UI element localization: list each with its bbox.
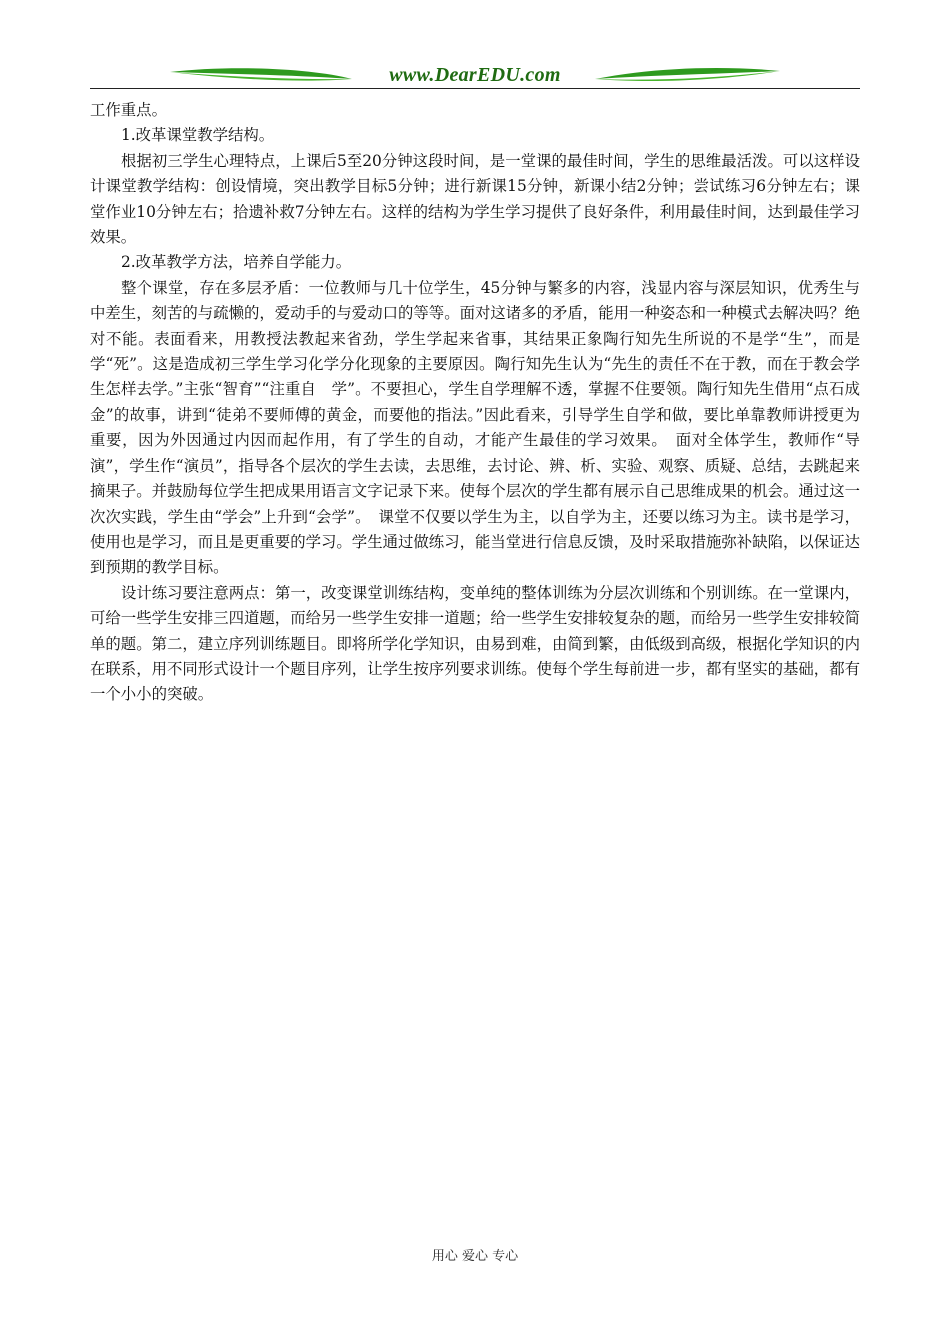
paragraph: 1.改革课堂教学结构。 (121, 126, 275, 145)
paragraph: 2.改革教学方法，培养自学能力。 (121, 253, 352, 272)
paragraph: 设计练习要注意两点：第一，改变课堂训练结构，变单纯的整体训练为分层次训练和个别训练。在一堂课内，可给一些学生安排三四道题，而给另一些学生安排一道题；给一些学生安排较复杂的题，而给另一些学生安排较简单的题。第二，建立序列训练题目。即将所学化学知识，由易到难，由简到繁，由低级到高级，根据化学知识的内在联系，用不同形式设计一个题目序列，让学生按序列要求训练。使每个学生每前进一步，都有坚实的基础，都有一个小小的突破。 (90, 583, 860, 704)
paragraph: 整个课堂，存在多层矛盾：一位教师与几十位学生，45分钟与繁多的内容，浅显内容与深层知识，优秀生与中差生，刻苦的与疏懒的，爱动手的与爱动口的等等。面对这诸多的矛盾，能用一种姿态和一种模式去解决吗？绝对不能。表面看来，用教授法教起来省劲，学生学起来省事，其结果正象陶行知先生所说的不是学“生”，而是学“死”。这是造成初三学生学习化学分化现象的主要原因。陶行知先生认为“先生的责任不在于教，而在于教会学生怎样去学。”主张“智育”“注重自 学”。不要担心，学生自学理解不透，掌握不住要领。陶行知先生借用“点石成金”的故事，讲到“徒弟不要师傅的黄金，而要他的指法。”因此看来，引导学生自学和做，要比单靠教师讲授更为重要，因为外因通过内因而起作用，有了学生的自动，才能产生最佳的学习效果。 面对全体学生，教师作“导演”，学生作“演员”，指导各个层次的学生去读，去思维，去讨论、辨、析、实验、观察、质疑、总结，去跳起来摘果子。并鼓励每位学生把成果用语言文字记录下来。使每个层次的学生都有展示自己思维成果的机会。通过这一次次实践，学生由“学会”上升到“会学”。 课堂不仅要以学生为主，以自学为主，还要以练习为主。读书是学习，使用也是学习，而且是更重要的学习。学生通过做练习，能当堂进行信息反馈，及时采取措施弥补缺陷，以保证达到预期的教学目标。 (90, 278, 860, 577)
site-logo-text: www.DearEDU.com (389, 64, 561, 86)
paragraph: 根据初三学生心理特点，上课后5至20分钟这段时间，是一堂课的最佳时间，学生的思维最活泼。可以这样设计课堂教学结构：创设情境，突出教学目标5分钟；进行新课15分钟，新课小结2分钟；尝试练习6分钟左右；课堂作业10分钟左右；拾遗补救7分钟左右。这样的结构为学生学习提供了良好条件，利用最佳时间，达到最佳学习效果。 (90, 151, 860, 247)
page-header (90, 62, 860, 92)
header-divider (90, 88, 860, 89)
paragraph: 工作重点。 (90, 101, 167, 119)
page-footer: 用心 爱心 专心 (431, 1249, 519, 1264)
document-body (90, 98, 860, 708)
